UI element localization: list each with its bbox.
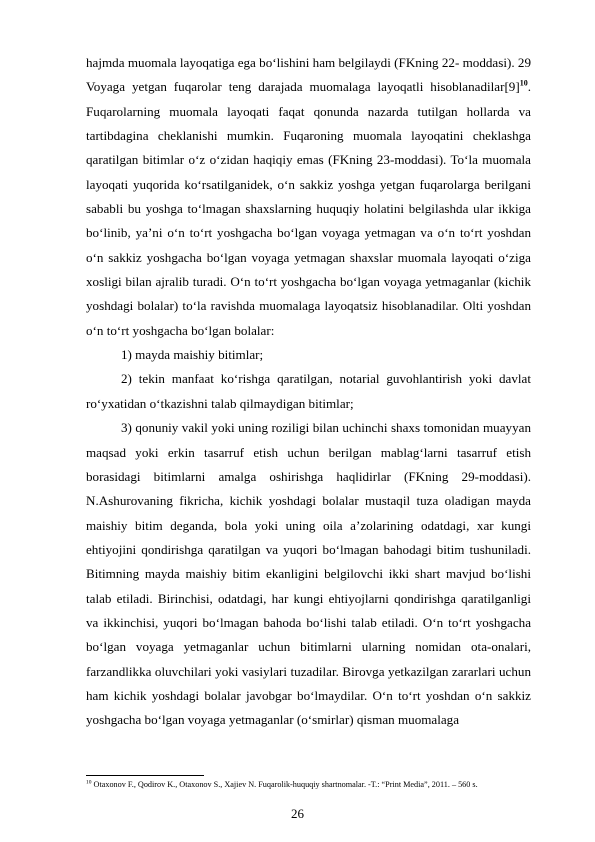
- footnote-reference: 10: [519, 78, 528, 88]
- list-item-2: 2) tekin manfaat ko‘rishga qaratilgan, notarial guvohlantirish yoki davlat ro‘yxatidan o‘tkazishni talab qilmaydigan bitimlar;: [86, 371, 531, 411]
- footnote-text: Otaxonov F., Qodirov K., Otaxonov S., Xajiev N. Fuqarolik-huquqiy shartnomalar. -T.: “Print Media”, 2011. – 560 s.: [91, 780, 478, 789]
- page-number: 26: [291, 806, 304, 821]
- paragraph-1-text-end: . Fuqarolarning muomala layoqati faqat qonunda nazarda tutilgan hollarda va tartibdagina cheklanishi mumkin. Fuqaroning muomala layoqatini cheklashga qaratilgan bitimlar o‘z o‘zidan haqiqiy emas (FKning 23-moddasi). To‘la muomala layoqati yuqorida ko‘rsatilganidek, o‘n sakkiz yoshga yetgan fuqarolarga berilgani sababli bu yoshga to‘lmagan shaxslarning huquqiy holatini belgilashda ular ikkiga bo‘linib, ya’ni o‘n to‘rt yoshgacha bo‘lgan voyaga yetmagan va o‘n to‘rt yoshdan o‘n sakkiz yoshgacha bo‘lgan voyaga yetmagan shaxslar muomala layoqati o‘ziga xosligi bilan ajralib turadi. O‘n to‘rt yoshgacha bo‘lgan voyaga yetmaganlar (kichik yoshdagi bolalar) to‘la ravishda muomalaga layoqatsiz hisoblanadilar. Olti yoshdan o‘n to‘rt yoshgacha bo‘lgan bolalar:: [86, 79, 531, 338]
- paragraph-1: [86, 51, 531, 343]
- list-item-1: 1) mayda maishiy bitimlar;: [121, 347, 264, 363]
- footnote-marker: 10: [86, 779, 92, 786]
- footnote-divider: [86, 775, 204, 776]
- paragraph-1-text-start: hajmda muomala layoqatiga ega bo‘lishini ham belgilaydi (FKning 22- moddasi). 29 Voyaga yetgan fuqarolar teng darajada muomalaga layoqatli hisoblanadilar[9]: [86, 55, 531, 95]
- list-item-3: 3) qonuniy vakil yoki uning roziligi bilan uchinchi shaxs tomonidan muayyan maqsad yoki erkin tasarruf etish uchun berilgan mablag‘larni tasarruf etish borasidagi bitimlarni amalga oshirishga haqlidirlar (FKning 29-moddasi). N.Ashurovaning fikricha, kichik yoshdagi bolalar mustaqil tuza oladigan mayda maishiy bitim deganda, bola yoki uning oila a’zolarining odatdagi, xar kungi ehtiyojini qondirishga qaratilgan va yuqori bo‘lmagan bahodagi bitim tushuniladi. Bitimning mayda maishiy bitim ekanligini belgilovchi ikki shart mavjud bo‘lishi talab etiladi. Birinchisi, odatdagi, har kungi ehtiyojlarni qondirishga qaratilganligi va ikkinchisi, yuqori bo‘lmagan bahoda bo‘lishi talab etiladi. O‘n to‘rt yoshgacha bo‘lgan voyaga yetmaganlar uchun bitimlarni ularning nomidan ota-onalari, farzandlikka oluvchilari yoki vasiylari tuzadilar. Birovga yetkazilgan zararlari uchun ham kichik yoshdagi bolalar javobgar bo‘lmaydilar. O‘n to‘rt yoshdan o‘n sakkiz yoshgacha bo‘lgan voyaga yetmaganlar (o‘smirlar) qisman muomalaga: [86, 420, 531, 728]
- main-text-body: [86, 51, 531, 733]
- footnote: [86, 780, 531, 790]
